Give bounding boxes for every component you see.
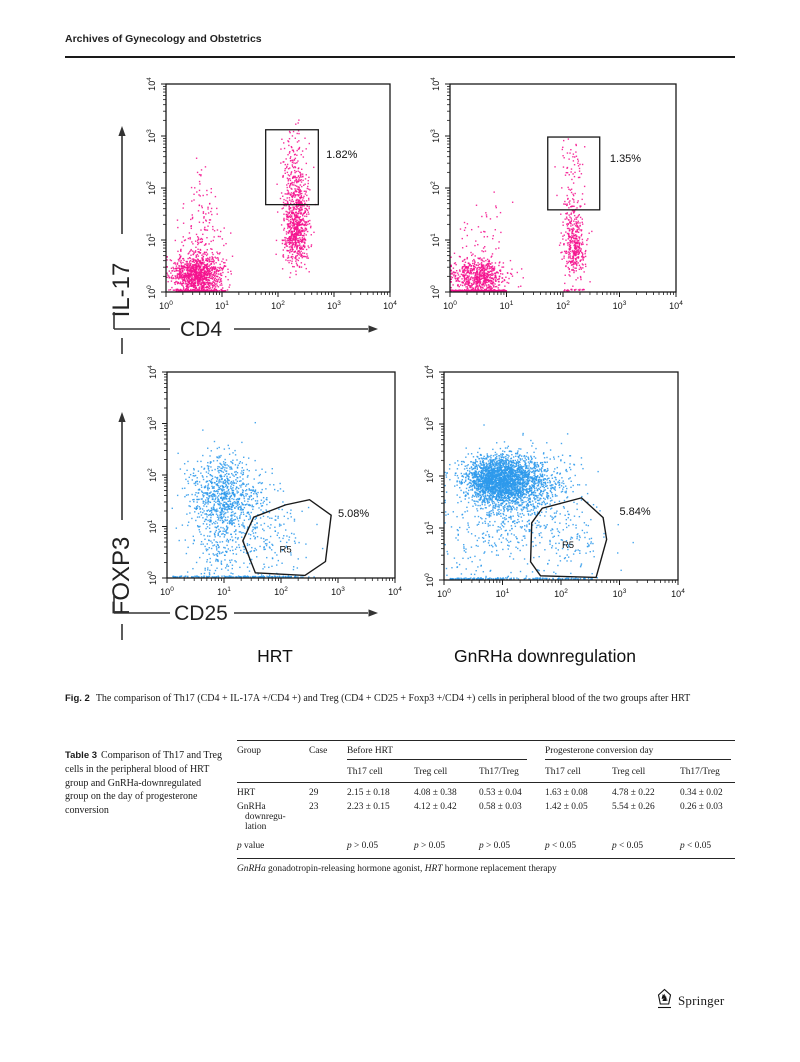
table-cell: 4.78 ± 0.22 [612, 788, 655, 798]
table-cell: p < 0.05 [612, 841, 644, 851]
table-cell: 2.15 ± 0.18 [347, 788, 390, 798]
table-header: Th17/Treg [479, 762, 545, 783]
journal-title: Archives of Gynecology and Obstetrics [65, 33, 262, 45]
gate-percent-gnrha-th17: 1.35% [609, 153, 642, 165]
table-cell: 1.42 ± 0.05 [545, 802, 588, 812]
svg-text:FOXP3: FOXP3 [108, 536, 135, 616]
table-header: Th17 cell [347, 762, 414, 783]
x-tick-label: $10^4$ [669, 300, 683, 311]
x-tick-label: $10^1$ [499, 300, 514, 311]
figure-caption-text: The comparison of Th17 (CD4 + IL-17A +/CD4 +) and Treg (CD4 + CD25 + Foxp3 +/CD4 +) cells in peripheral blood of the two groups after HRT [95, 693, 691, 704]
x-tick-label: $10^4$ [383, 300, 397, 311]
table-cell: p < 0.05 [545, 841, 577, 851]
x-tick-label: $10^2$ [556, 300, 570, 311]
y-tick-label: $10^4$ [424, 365, 435, 379]
table-row [237, 834, 735, 859]
y-tick-label: $10^0$ [146, 285, 157, 299]
table-3 [237, 740, 735, 859]
y-tick-label: $10^3$ [147, 416, 158, 431]
table-cell: p > 0.05 [347, 841, 379, 851]
table-cell: 0.26 ± 0.03 [680, 802, 723, 812]
table-cell: GnRHa downregulation [237, 802, 286, 832]
table-cell: 0.58 ± 0.03 [479, 802, 522, 812]
table-row [237, 800, 735, 834]
table-cell: 29 [309, 788, 319, 798]
gate-label-hrt-treg: R5 [279, 544, 292, 556]
table-col-group: Case [309, 741, 347, 783]
y-tick-label: $10^0$ [430, 285, 441, 299]
springer-knight-icon [656, 988, 673, 1014]
table-caption [65, 749, 223, 818]
x-tick-label: $10^1$ [495, 588, 510, 599]
x-axis-label-cd4 [102, 310, 394, 348]
y-tick-label: $10^1$ [424, 521, 435, 535]
y-tick-label: $10^1$ [430, 233, 441, 247]
gate-hrt-th17 [266, 130, 319, 205]
publisher-logo [656, 988, 724, 1014]
table-footnote: GnRHa gonadotropin-releasing hormone agonist, HRT hormone replacement therapy [237, 864, 557, 874]
plot-frame-hrt-th17 [132, 72, 402, 322]
y-tick-label: $10^2$ [430, 181, 441, 195]
flow-plot-gnrha-th17 [416, 72, 688, 322]
flow-plot-hrt-treg [133, 360, 407, 608]
table-header: Treg cell [612, 762, 680, 783]
gate-percent-gnrha-treg: 5.84% [619, 506, 651, 518]
x-tick-label: $10^2$ [271, 300, 285, 311]
svg-text:♞: ♞ [660, 993, 669, 1005]
gate-gnrha-th17 [548, 137, 600, 210]
figure-caption-label: Fig. 2 [65, 693, 90, 704]
gate-gnrha-treg [531, 498, 607, 578]
y-tick-label: $10^3$ [430, 129, 441, 143]
x-tick-label: $10^4$ [388, 586, 402, 597]
y-tick-label: $10^3$ [146, 129, 157, 143]
table-cell: p < 0.05 [680, 841, 712, 851]
table-row [237, 783, 735, 801]
y-tick-label: $10^2$ [424, 469, 435, 483]
gate-label-gnrha-treg: R5 [561, 539, 575, 551]
y-tick-label: $10^3$ [424, 417, 435, 431]
table-cell: 1.63 ± 0.08 [545, 788, 588, 798]
y-tick-label: $10^1$ [146, 233, 157, 247]
svg-text:CD4: CD4 [179, 318, 223, 341]
gate-percent-hrt-th17: 1.82% [326, 148, 358, 161]
y-tick-label: $10^2$ [147, 468, 158, 482]
plot-frame-hrt-treg [133, 360, 407, 608]
table-cell: 4.12 ± 0.42 [414, 802, 457, 812]
table-cell: HRT [237, 788, 256, 798]
plot-frame-gnrha-treg [410, 360, 690, 610]
x-tick-label: $10^2$ [274, 586, 288, 597]
y-tick-label: $10^4$ [146, 77, 157, 91]
table-caption-label: Table 3 [65, 750, 98, 761]
table-header: Th17/Treg [680, 762, 735, 783]
table-cell [309, 834, 347, 859]
flow-plot-gnrha-treg [410, 360, 690, 610]
y-tick-label: $10^2$ [146, 181, 157, 195]
x-tick-label: $10^4$ [671, 588, 685, 599]
table-col-group: Progesterone conversion day [545, 741, 735, 763]
figure-caption [65, 692, 725, 706]
x-tick-label: $10^1$ [217, 586, 231, 597]
table-cell: 4.08 ± 0.38 [414, 788, 457, 798]
y-tick-label: $10^0$ [424, 573, 435, 587]
table-header: Treg cell [414, 762, 479, 783]
x-axis-label-cd25 [102, 594, 394, 632]
x-tick-label: $10^0$ [437, 588, 451, 599]
svg-text:CD25: CD25 [174, 602, 228, 625]
x-tick-label: $10^3$ [327, 300, 341, 311]
x-tick-label: $10^1$ [215, 300, 229, 311]
group-label-hrt: HRT [257, 646, 293, 666]
publisher-name: Springer [678, 993, 725, 1008]
group-label-gnrha: GnRHa downregulation [454, 646, 636, 666]
x-tick-label: $10^0$ [160, 586, 174, 597]
header-rule [65, 56, 735, 58]
table-cell: p > 0.05 [414, 841, 446, 851]
table-cell: 23 [309, 802, 319, 812]
x-tick-label: $10^0$ [443, 300, 457, 311]
x-tick-label: $10^3$ [612, 588, 627, 599]
table-cell: p value [237, 841, 265, 851]
table-cell: 0.34 ± 0.02 [680, 788, 723, 798]
x-tick-label: $10^3$ [331, 586, 345, 597]
table-caption-text: Comparison of Th17 and Treg cells in the peripheral blood of HRT group and GnRHa-downregulated group on the day of progesterone conversion [65, 750, 222, 817]
y-tick-label: $10^4$ [430, 77, 441, 91]
table-cell: 2.23 ± 0.15 [347, 802, 390, 812]
svg-text:IL-17: IL-17 [108, 262, 135, 318]
flow-plot-hrt-th17 [132, 72, 402, 322]
x-tick-label: $10^0$ [159, 300, 173, 311]
table-cell: p > 0.05 [479, 841, 511, 851]
table-cell: 5.54 ± 0.26 [612, 802, 655, 812]
gate-percent-hrt-treg: 5.08% [338, 508, 370, 521]
figure-2-panels [0, 60, 800, 690]
x-tick-label: $10^2$ [554, 588, 568, 599]
table-cell: 0.53 ± 0.04 [479, 788, 522, 798]
table-col-group: Group [237, 741, 309, 783]
table-3-zone [237, 740, 735, 874]
plot-frame-gnrha-th17 [416, 72, 688, 322]
y-tick-label: $10^0$ [147, 571, 158, 585]
gate-hrt-treg [243, 500, 331, 576]
x-tick-label: $10^3$ [612, 300, 627, 311]
y-tick-label: $10^1$ [147, 519, 158, 534]
y-tick-label: $10^4$ [147, 365, 158, 379]
table-header: Th17 cell [545, 762, 612, 783]
table-col-group: Before HRT [347, 741, 545, 763]
